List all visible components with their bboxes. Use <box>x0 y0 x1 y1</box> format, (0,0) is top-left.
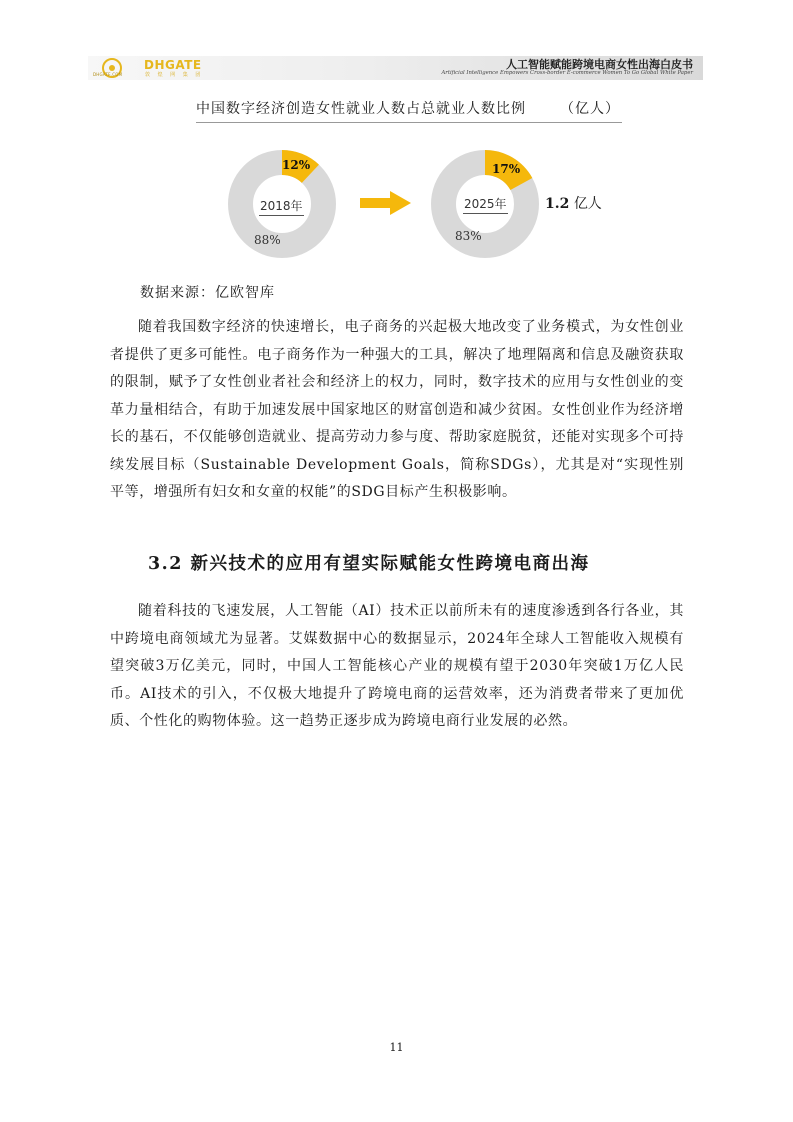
logo-text-sub: 敦 煌 网 集 团 <box>145 72 204 78</box>
donut-2018-highlight-label: 12% <box>282 158 311 172</box>
growth-value <box>545 193 602 213</box>
growth-arrow-icon <box>360 190 412 216</box>
donut-2018-year-label: 2018年 <box>259 197 304 216</box>
growth-unit: 亿人 <box>573 196 602 212</box>
data-source: 数据来源：亿欧智库 <box>140 285 275 301</box>
growth-number: 1.2 <box>545 196 570 212</box>
donut-2025-highlight-label: 17% <box>492 162 521 176</box>
donut-2025-year-label: 2025年 <box>463 195 508 214</box>
donut-2025-rest-label: 83% <box>455 229 482 243</box>
paragraph-ai-technology: 随着科技的飞速发展，人工智能（AI）技术正以前所未有的速度渗透到各行各业，其中跨境电商领域尤为显著。艾媒数据中心的数据显示，2024年全球人工智能收入规模有望突破3万亿美元，同时，中国人工智能核心产业的规模有望于2030年突破1万亿人民币。AI技术的引入，不仅极大地提升了跨境电商的运营效率，还为消费者带来了更加优质、个性化的购物体验。这一趋势正逐步成为跨境电商行业发展的必然。 <box>110 603 684 729</box>
logo-text: DHGATE <box>144 58 202 72</box>
chart-title-text: 中国数字经济创造女性就业人数占总就业人数比例 <box>196 101 526 117</box>
header-subtitle: Artificial Intelligence Empowers Cross-border E-commerce Women To Go Global White Paper <box>441 70 693 76</box>
paragraph-digital-economy: 随着我国数字经济的快速增长，电子商务的兴起极大地改变了业务模式，为女性创业者提供了更多可能性。电子商务作为一种强大的工具，解决了地理隔离和信息及融资获取的限制，赋予了女性创业者社会和经济上的权力，同时，数字技术的应用与女性创业的变革力量相结合，有助于加速发展中国家地区的财富创造和减少贫困。女性创业作为经济增长的基石，不仅能够创造就业、提高劳动力参与度、帮助家庭脱贫，还能对实现多个可持续发展目标（Sustainable Development Goals，简称SDGs），尤其是对“实现性别平等，增强所有妇女和女童的权能”的SDG目标产生积极影响。 <box>110 319 684 500</box>
logo-subtext: DHGATE.COM <box>93 72 123 77</box>
chart-title <box>196 98 622 123</box>
section-heading: 3.2 新兴技术的应用有望实际赋能女性跨境电商出海 <box>148 554 590 574</box>
page-header <box>88 56 703 80</box>
header-title: 人工智能赋能跨境电商女性出海白皮书 <box>506 58 693 71</box>
chart-unit: （亿人） <box>560 101 620 117</box>
page-number: 11 <box>389 1041 404 1054</box>
donut-2018-rest-label: 88% <box>254 233 281 247</box>
